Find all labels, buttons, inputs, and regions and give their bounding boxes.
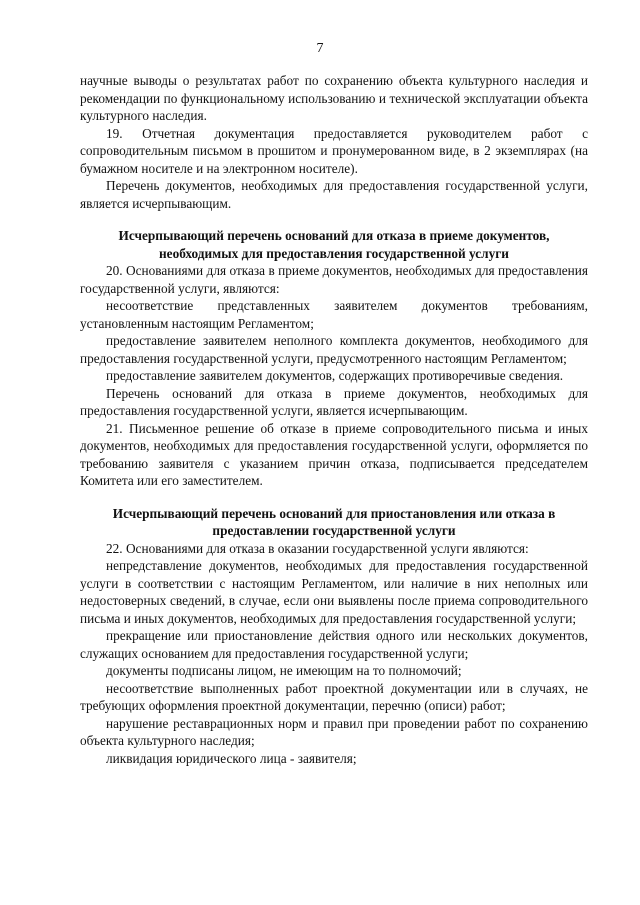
paragraph: непредставление документов, необходимых для предоставления государственной услуги в соответствии с настоящим Регламентом, или наличие в них неполных или недостоверных сведений, в случае, если они выявлены после приема сопроводительного письма и иных документов, необходимых для предоставления государственной услуги;: [80, 558, 588, 626]
paragraph: нарушение реставрационных норм и правил при проведении работ по сохранению объекта культурного наследия;: [80, 715, 588, 748]
paragraph: ликвидация юридического лица - заявителя;: [106, 750, 357, 766]
section-gap: [80, 212, 588, 227]
paragraph: документы подписаны лицом, не имеющим на то полномочий;: [106, 663, 462, 678]
section-gap: [80, 490, 588, 505]
paragraph: 20. Основаниями для отказа в приеме документов, необходимых для предоставления государственной услуги, являются:: [80, 263, 588, 296]
paragraph: Перечень документов, необходимых для предоставления государственной услуги, является исчерпывающим.: [80, 178, 588, 211]
section-heading: Исчерпывающий перечень оснований для отказа в приеме документов, необходимых для предоставления государственной услуги: [118, 228, 550, 261]
document-body: [80, 72, 588, 767]
section-heading: Исчерпывающий перечень оснований для приостановления или отказа в предоставлении государственной услуги: [112, 505, 556, 538]
paragraph: несоответствие выполненных работ проектной документации или в случаях, не требующих оформления проектной документации, перечню (описи) работ;: [80, 680, 588, 713]
paragraph: предоставление заявителем документов, содержащих противоречивые сведения.: [106, 368, 564, 383]
paragraph: 19. Отчетная документация предоставляется руководителем работ с сопроводительным письмом в прошитом и пронумерованном виде, в 2 экземплярах (на бумажном носителе и на электронном носителе).: [80, 125, 588, 176]
paragraph: Перечень оснований для отказа в приеме документов, необходимых для предоставления государственной услуги, является исчерпывающим.: [80, 385, 588, 418]
page-number: 7: [316, 41, 324, 56]
paragraph: прекращение или приостановление действия одного или нескольких документов, служащих основанием для предоставления государственной услуги;: [80, 628, 588, 661]
paragraph: предоставление заявителем неполного комплекта документов, необходимого для предоставления государственной услуги, предусмотренного настоящим Регламентом;: [80, 333, 588, 366]
paragraph: научные выводы о результатах работ по сохранению объекта культурного наследия и рекомендации по функциональному использованию и технической эксплуатации объекта культурного наследия.: [80, 73, 588, 123]
paragraph: 22. Основаниями для отказа в оказании государственной услуги являются:: [106, 540, 529, 556]
paragraph: 21. Письменное решение об отказе в приеме сопроводительного письма и иных документов, необходимых для предоставления государственной услуги, оформляется по требованию заявителя с указанием причин отказа, подписывается председателем Комитета или его заместителем.: [80, 420, 588, 488]
paragraph: несоответствие представленных заявителем документов требованиям, установленным настоящим Регламентом;: [80, 298, 588, 331]
